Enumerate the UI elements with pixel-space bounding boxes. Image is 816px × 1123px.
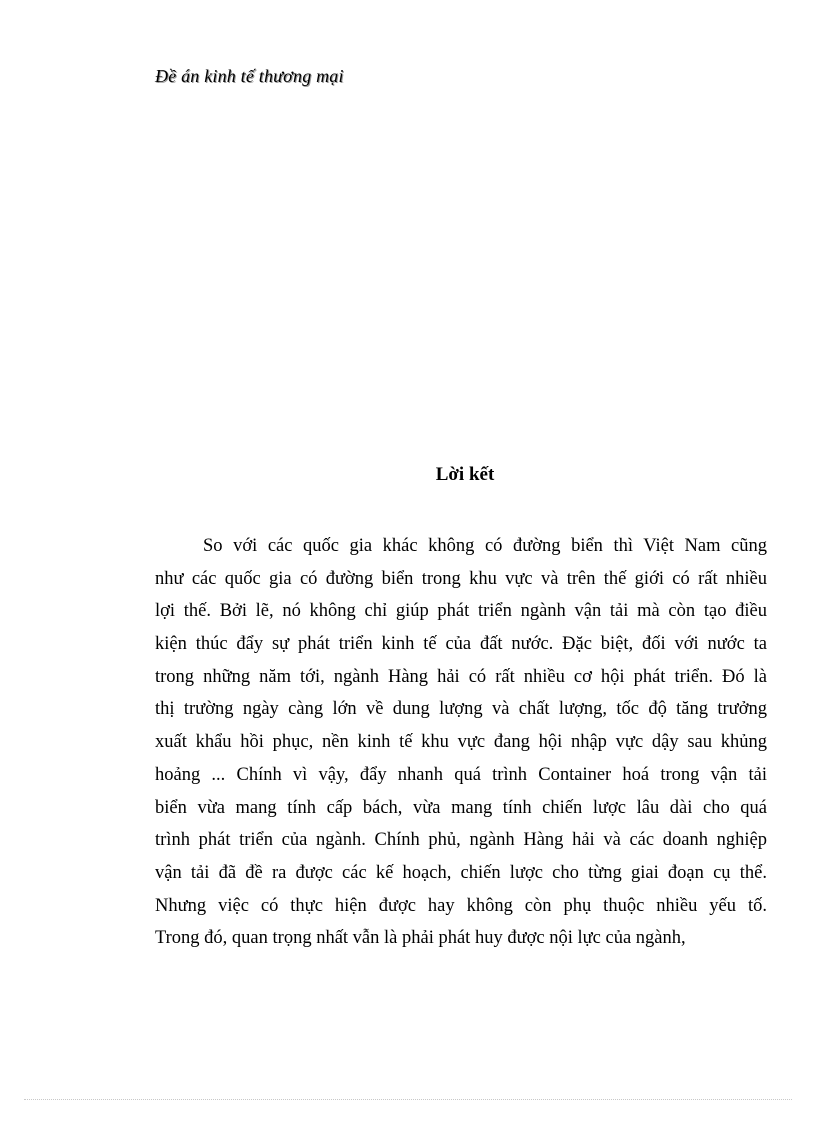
paragraph-line: kiện thúc đẩy sự phát triển kinh tế của đất nước. Đặc biệt, đối với nước ta	[155, 634, 767, 655]
paragraph-line: xuất khẩu hồi phục, nền kinh tế khu vực đang hội nhập vực dậy sau khủng	[155, 732, 767, 753]
paragraph-line: Trong đó, quan trọng nhất vẫn là phải phát huy được nội lực của ngành,	[155, 928, 686, 949]
paragraph-line: hoảng ... Chính vì vậy, đẩy nhanh quá trình Container hoá trong vận tải	[155, 764, 767, 785]
paragraph-line: So với các quốc gia khác không có đường biển thì Việt Nam cũng	[203, 536, 767, 556]
paragraph-line: thị trường ngày càng lớn về dung lượng và chất lượng, tốc độ tăng trưởng	[155, 699, 767, 720]
running-header: Đề án kinh tế thương mại	[155, 66, 344, 86]
section-title: Lời kết	[435, 464, 495, 485]
paragraph-line: Nhưng việc có thực hiện được hay không còn phụ thuộc nhiều yếu tố.	[155, 895, 767, 916]
footer-divider	[24, 1099, 792, 1100]
paragraph-line: vận tải đã đề ra được các kế hoạch, chiến lược cho từng giai đoạn cụ thể.	[155, 862, 767, 883]
paragraph-line: lợi thế. Bởi lẽ, nó không chỉ giúp phát triển ngành vận tải mà còn tạo điều	[155, 601, 767, 622]
body-paragraph	[155, 530, 767, 955]
paragraph-line: trình phát triển của ngành. Chính phủ, ngành Hàng hải và các doanh nghiệp	[155, 830, 767, 851]
paragraph-line: trong những năm tới, ngành Hàng hải có rất nhiều cơ hội phát triển. Đó là	[155, 666, 767, 687]
paragraph-line: biển vừa mang tính cấp bách, vừa mang tính chiến lược lâu dài cho quá	[155, 797, 767, 818]
paragraph-line: như các quốc gia có đường biển trong khu vực và trên thế giới có rất nhiều	[155, 568, 767, 589]
